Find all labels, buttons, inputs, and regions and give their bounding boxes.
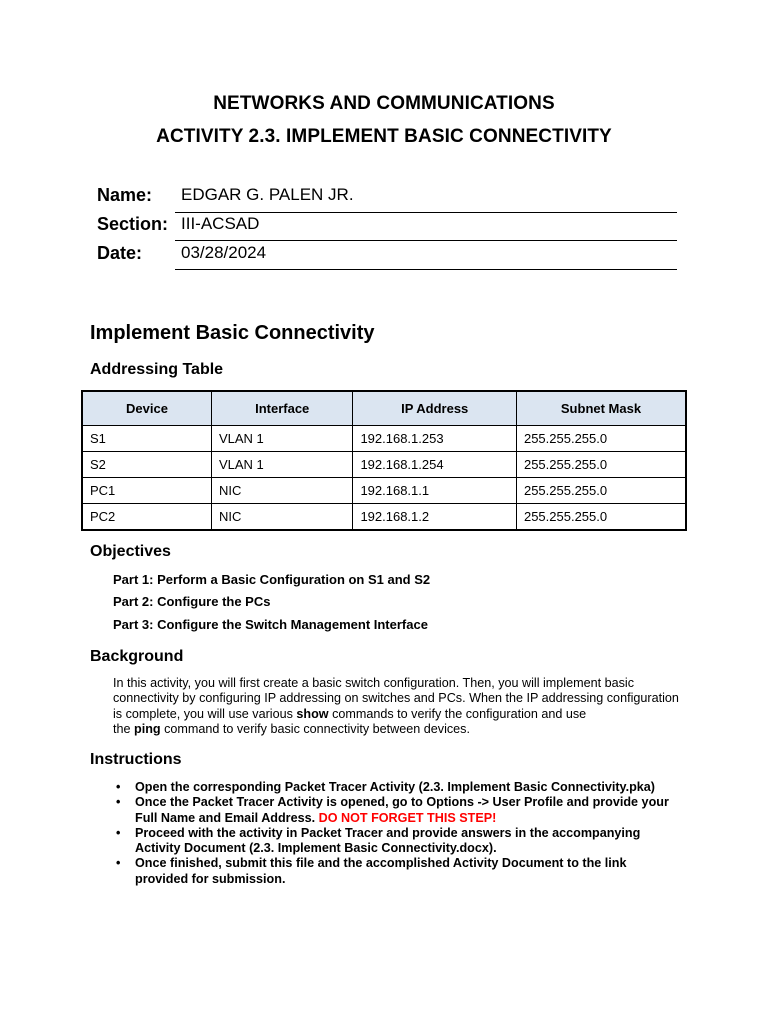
instruction-text: Once finished, submit this file and the accomplished Activity Document to the link <box>135 856 627 871</box>
table-row <box>82 426 686 452</box>
table-row <box>82 504 686 531</box>
cell-device: PC2 <box>82 504 211 531</box>
cell-ip-address: 192.168.1.253 <box>353 426 517 452</box>
background-text: is complete, you will use various <box>113 706 297 721</box>
name-value: EDGAR G. PALEN JR. <box>181 185 354 204</box>
cell-subnet-mask: 255.255.255.0 <box>516 478 686 504</box>
table-row <box>82 452 686 478</box>
instruction-text: Activity Document (2.3. Implement Basic Connectivity.docx). <box>135 841 497 856</box>
instructions-heading: Instructions <box>90 751 182 768</box>
section-underline <box>175 240 677 241</box>
background-line: In this activity, you will first create a basic switch configuration. Then, you will implement basic <box>113 676 634 690</box>
cell-interface: NIC <box>211 504 352 531</box>
instruction-text: provided for submission. <box>135 871 286 886</box>
instruction-text: Full Name and Email Address. <box>135 810 319 825</box>
cell-subnet-mask: 255.255.255.0 <box>516 452 686 478</box>
background-paragraph <box>113 676 688 737</box>
table-header-row <box>82 391 686 426</box>
ping-command-keyword: ping <box>134 721 161 736</box>
cell-ip-address: 192.168.1.2 <box>353 504 517 531</box>
cell-ip-address: 192.168.1.254 <box>353 452 517 478</box>
column-header-device: Device <box>82 391 211 426</box>
show-command-keyword: show <box>296 706 329 721</box>
background-text: command to verify basic connectivity between devices. <box>160 721 470 736</box>
bullet-icon: • <box>116 780 121 794</box>
document-title: NETWORKS AND COMMUNICATIONS <box>213 93 555 114</box>
addressing-table <box>81 390 687 531</box>
addressing-table-heading: Addressing Table <box>90 361 224 378</box>
name-label: Name: <box>97 185 153 205</box>
instruction-text: Proceed with the activity in Packet Tracer and provide answers in the accompanying <box>135 825 641 840</box>
name-underline <box>175 212 677 213</box>
background-line <box>113 722 688 737</box>
cell-interface: VLAN 1 <box>211 452 352 478</box>
background-text: the <box>113 721 135 736</box>
date-underline <box>175 269 677 270</box>
activity-title: ACTIVITY 2.3. IMPLEMENT BASIC CONNECTIVITY <box>156 126 612 147</box>
warning-text: DO NOT FORGET THIS STEP! <box>318 810 497 825</box>
instructions-list <box>113 780 673 887</box>
background-line: connectivity by configuring IP addressing on switches and PCs. When the IP addressing configuration <box>113 691 679 706</box>
table-row <box>82 478 686 504</box>
main-heading: Implement Basic Connectivity <box>90 322 375 344</box>
section-value: III-ACSAD <box>181 214 260 233</box>
cell-subnet-mask: 255.255.255.0 <box>516 426 686 452</box>
objectives-heading: Objectives <box>90 543 171 560</box>
list-item <box>113 795 673 826</box>
cell-device: S2 <box>82 452 211 478</box>
date-value: 03/28/2024 <box>181 243 267 262</box>
background-line <box>113 707 688 722</box>
date-label: Date: <box>97 243 143 263</box>
list-item <box>113 856 673 887</box>
section-label: Section: <box>97 214 169 234</box>
column-header-ip-address: IP Address <box>353 391 517 426</box>
instruction-text: Open the corresponding Packet Tracer Activity (2.3. Implement Basic Connectivity.pka) <box>135 780 655 794</box>
column-header-interface: Interface <box>211 391 352 426</box>
instruction-text: Once the Packet Tracer Activity is opened, go to Options -> User Profile and provide your <box>135 795 669 810</box>
objective-part-3: Part 3: Configure the Switch Management Interface <box>113 617 428 632</box>
list-item <box>113 780 673 795</box>
cell-device: PC1 <box>82 478 211 504</box>
cell-subnet-mask: 255.255.255.0 <box>516 504 686 531</box>
list-item <box>113 826 673 857</box>
cell-ip-address: 192.168.1.1 <box>353 478 517 504</box>
cell-interface: NIC <box>211 478 352 504</box>
cell-device: S1 <box>82 426 211 452</box>
bullet-icon: • <box>116 795 121 810</box>
objective-part-1: Part 1: Perform a Basic Configuration on S1 and S2 <box>113 572 431 587</box>
column-header-subnet-mask: Subnet Mask <box>516 391 686 426</box>
background-heading: Background <box>90 648 184 665</box>
bullet-icon: • <box>116 825 121 840</box>
bullet-icon: • <box>116 856 121 871</box>
cell-interface: VLAN 1 <box>211 426 352 452</box>
objective-part-2: Part 2: Configure the PCs <box>113 594 271 609</box>
background-text: commands to verify the configuration and use <box>328 706 587 721</box>
